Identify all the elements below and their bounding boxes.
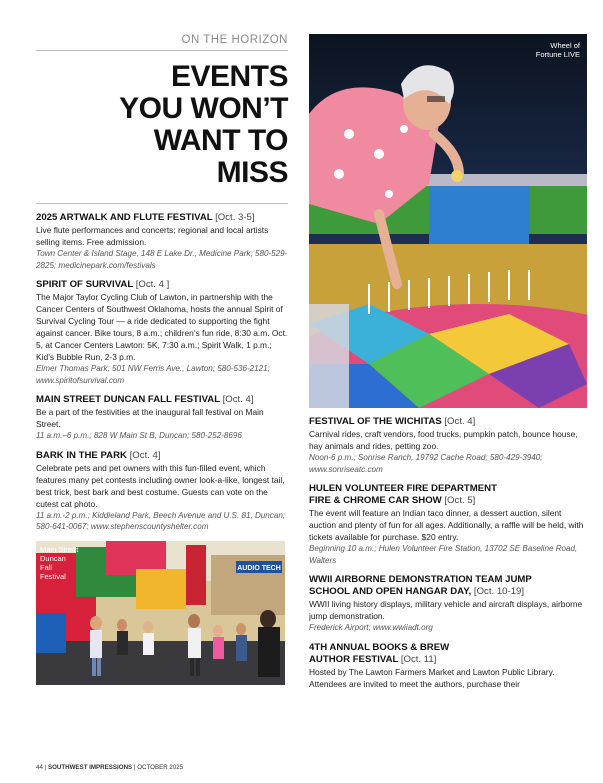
event-description: Be a part of the festivities at the inaugural fall festival on Main Street. [36, 407, 264, 429]
event-title-text: SCHOOL AND OPEN HANGAR DAY, [309, 586, 472, 597]
event-title-text: FESTIVAL OF THE WICHITAS [309, 416, 442, 427]
event-title [309, 483, 587, 507]
event-date: [Oct. 4] [129, 449, 161, 461]
issue-date: OCTOBER 2025 [137, 764, 184, 771]
event-title [36, 212, 288, 224]
event-info: Frederick Airport; www.wwiiadt.org [309, 623, 433, 632]
headline-line: YOU WON’T [119, 92, 288, 125]
photo-caption [40, 545, 95, 581]
caption-line: Fortune LIVE [535, 50, 580, 59]
event-date: [Oct. 11] [400, 653, 437, 665]
photo-wheel-of-fortune [309, 34, 587, 408]
headline-line: MISS [216, 156, 288, 189]
right-column [309, 34, 587, 690]
event-title-text: WWII AIRBORNE DEMONSTRATION TEAM JUMP [309, 574, 532, 585]
event-description: Carnival rides, craft vendors, food trucks, pumpkin patch, bounce house, hay animals and rides, petting zoo. [309, 429, 578, 451]
event-info: Elmer Thomas Park; 501 NW Ferris Ave., Lawton; 580-536-2121; www.spiritofsurvival.com [36, 364, 270, 385]
caption-line: Duncan [40, 553, 66, 563]
event-title [309, 416, 587, 428]
event-title-text: AUTHOR FESTIVAL [309, 653, 399, 665]
event-description: Hosted by The Lawton Farmers Market and Lawton Public Library. Attendees are invited to meet the authors, purchase their [309, 666, 555, 689]
headline [36, 61, 288, 189]
event-info: 11 a.m.–6 p.m.; 828 W Main St B, Duncan; 580-252-8696 [36, 431, 242, 440]
section-label: ON THE HORIZON [36, 34, 288, 51]
event-title-text: FIRE & CHROME CAR SHOW [309, 495, 442, 506]
event-description: Live flute performances and concerts; regional and local artists selling items. Free admission. [36, 225, 269, 247]
event-info: Noon-6 p.m.; Sonrise Ranch, 19792 Cache Road; 580-429-3940; www.sonriseatc.com [309, 453, 543, 474]
event-title [36, 450, 288, 462]
event-description: The event will feature an Indian taco dinner, a dessert auction, silent auction and plenty of fun for all ages. Additionally, a raffle will be held, with tickets available for purchase. $20 entry. [309, 508, 584, 542]
event-duncan-fall-festival [36, 394, 288, 442]
magazine-name: SOUTHWEST IMPRESSIONS [47, 764, 133, 771]
divider [36, 203, 288, 204]
event-description: WWII living history displays, military vehicle and aircraft displays, airborne jump demonstration. [309, 599, 583, 621]
caption-line: Main Street [40, 544, 79, 554]
event-date: [Oct. 3-5] [215, 212, 255, 223]
event-title-text: MAIN STREET DUNCAN FALL FESTIVAL [36, 394, 220, 405]
event-date: [Oct. 10-19] [473, 586, 525, 597]
event-wwii-airborne [309, 574, 587, 634]
caption-line: Fall [40, 562, 53, 572]
headline-line: WANT TO [153, 124, 288, 157]
event-title-text: BARK IN THE PARK [36, 449, 127, 461]
event-hulen-car-show [309, 483, 587, 566]
wheel-illustration [309, 34, 587, 408]
photo-caption [536, 41, 580, 59]
event-artwalk [36, 212, 288, 271]
event-title [309, 574, 587, 598]
caption-line: Festival [40, 571, 66, 581]
event-date: [Oct. 5] [444, 495, 476, 506]
caption-line: Wheel of [550, 41, 580, 50]
event-festival-of-the-wichitas [309, 416, 587, 475]
event-info: Beginning 10 a.m.; Hulen Volunteer Fire Station, 13702 SE Baseline Road, Walters [309, 544, 578, 565]
event-title [309, 642, 587, 666]
event-bark-in-the-park [36, 450, 288, 533]
page-number: 44 [36, 764, 43, 771]
event-title [36, 394, 288, 406]
event-description: The Major Taylor Cycling Club of Lawton, in partnership with the Cancer Centers of Southwest Oklahoma, hosts the annual Spirit of Survival Cycling Tour — a ride dedicated to supporting the fight against cancer. Bike tours, 8 a.m.; children’s fun ride, 8:30 a.m. Oct. 5, at Cancer Centers Lawton: 5K, 7:30 a.m.; Spirit Walk, 1 p.m.; Kid’s Bubble Run, 2-3 p.m. [36, 292, 288, 362]
event-date: [Oct. 4] [222, 394, 254, 405]
event-description: Celebrate pets and pet owners with this fun-filled event, which features many pet contests including owner look-a-like, longest tail, best trick, best bark and best costume. Guests can vote on the cutest cat photo. [36, 462, 285, 509]
headline-line: EVENTS [170, 60, 288, 93]
event-books-and-brew [309, 642, 587, 690]
event-date: [Oct. 4 ] [135, 279, 170, 290]
event-spirit-of-survival [36, 279, 288, 386]
event-title-text: 4TH ANNUAL BOOKS & BREW [309, 641, 450, 653]
event-info: 11 a.m.-2 p.m.; Kiddieland Park, Beech Avenue and U.S. 81, Duncan; 580-641-0067; www.stephenscountyshelter.com [36, 510, 286, 531]
event-title-text: SPIRIT OF SURVIVAL [36, 279, 134, 290]
audio-tech-sign: AUDIO TECH [237, 564, 281, 572]
event-title-text: 2025 ARTWALK AND FLUTE FESTIVAL [36, 212, 213, 223]
photo-duncan-festival [36, 541, 285, 685]
page-footer: 44 | SOUTHWEST IMPRESSIONS | OCTOBER 2025 [36, 764, 184, 771]
event-title-text: HULEN VOLUNTEER FIRE DEPARTMENT [309, 483, 497, 494]
event-info: Town Center & Island Stage, 148 E Lake Dr., Medicine Park; 580-529-2825; medicinepark.com/festivals [36, 249, 288, 270]
left-column [36, 34, 288, 685]
event-title [36, 279, 288, 291]
event-date: [Oct. 4] [444, 416, 476, 427]
